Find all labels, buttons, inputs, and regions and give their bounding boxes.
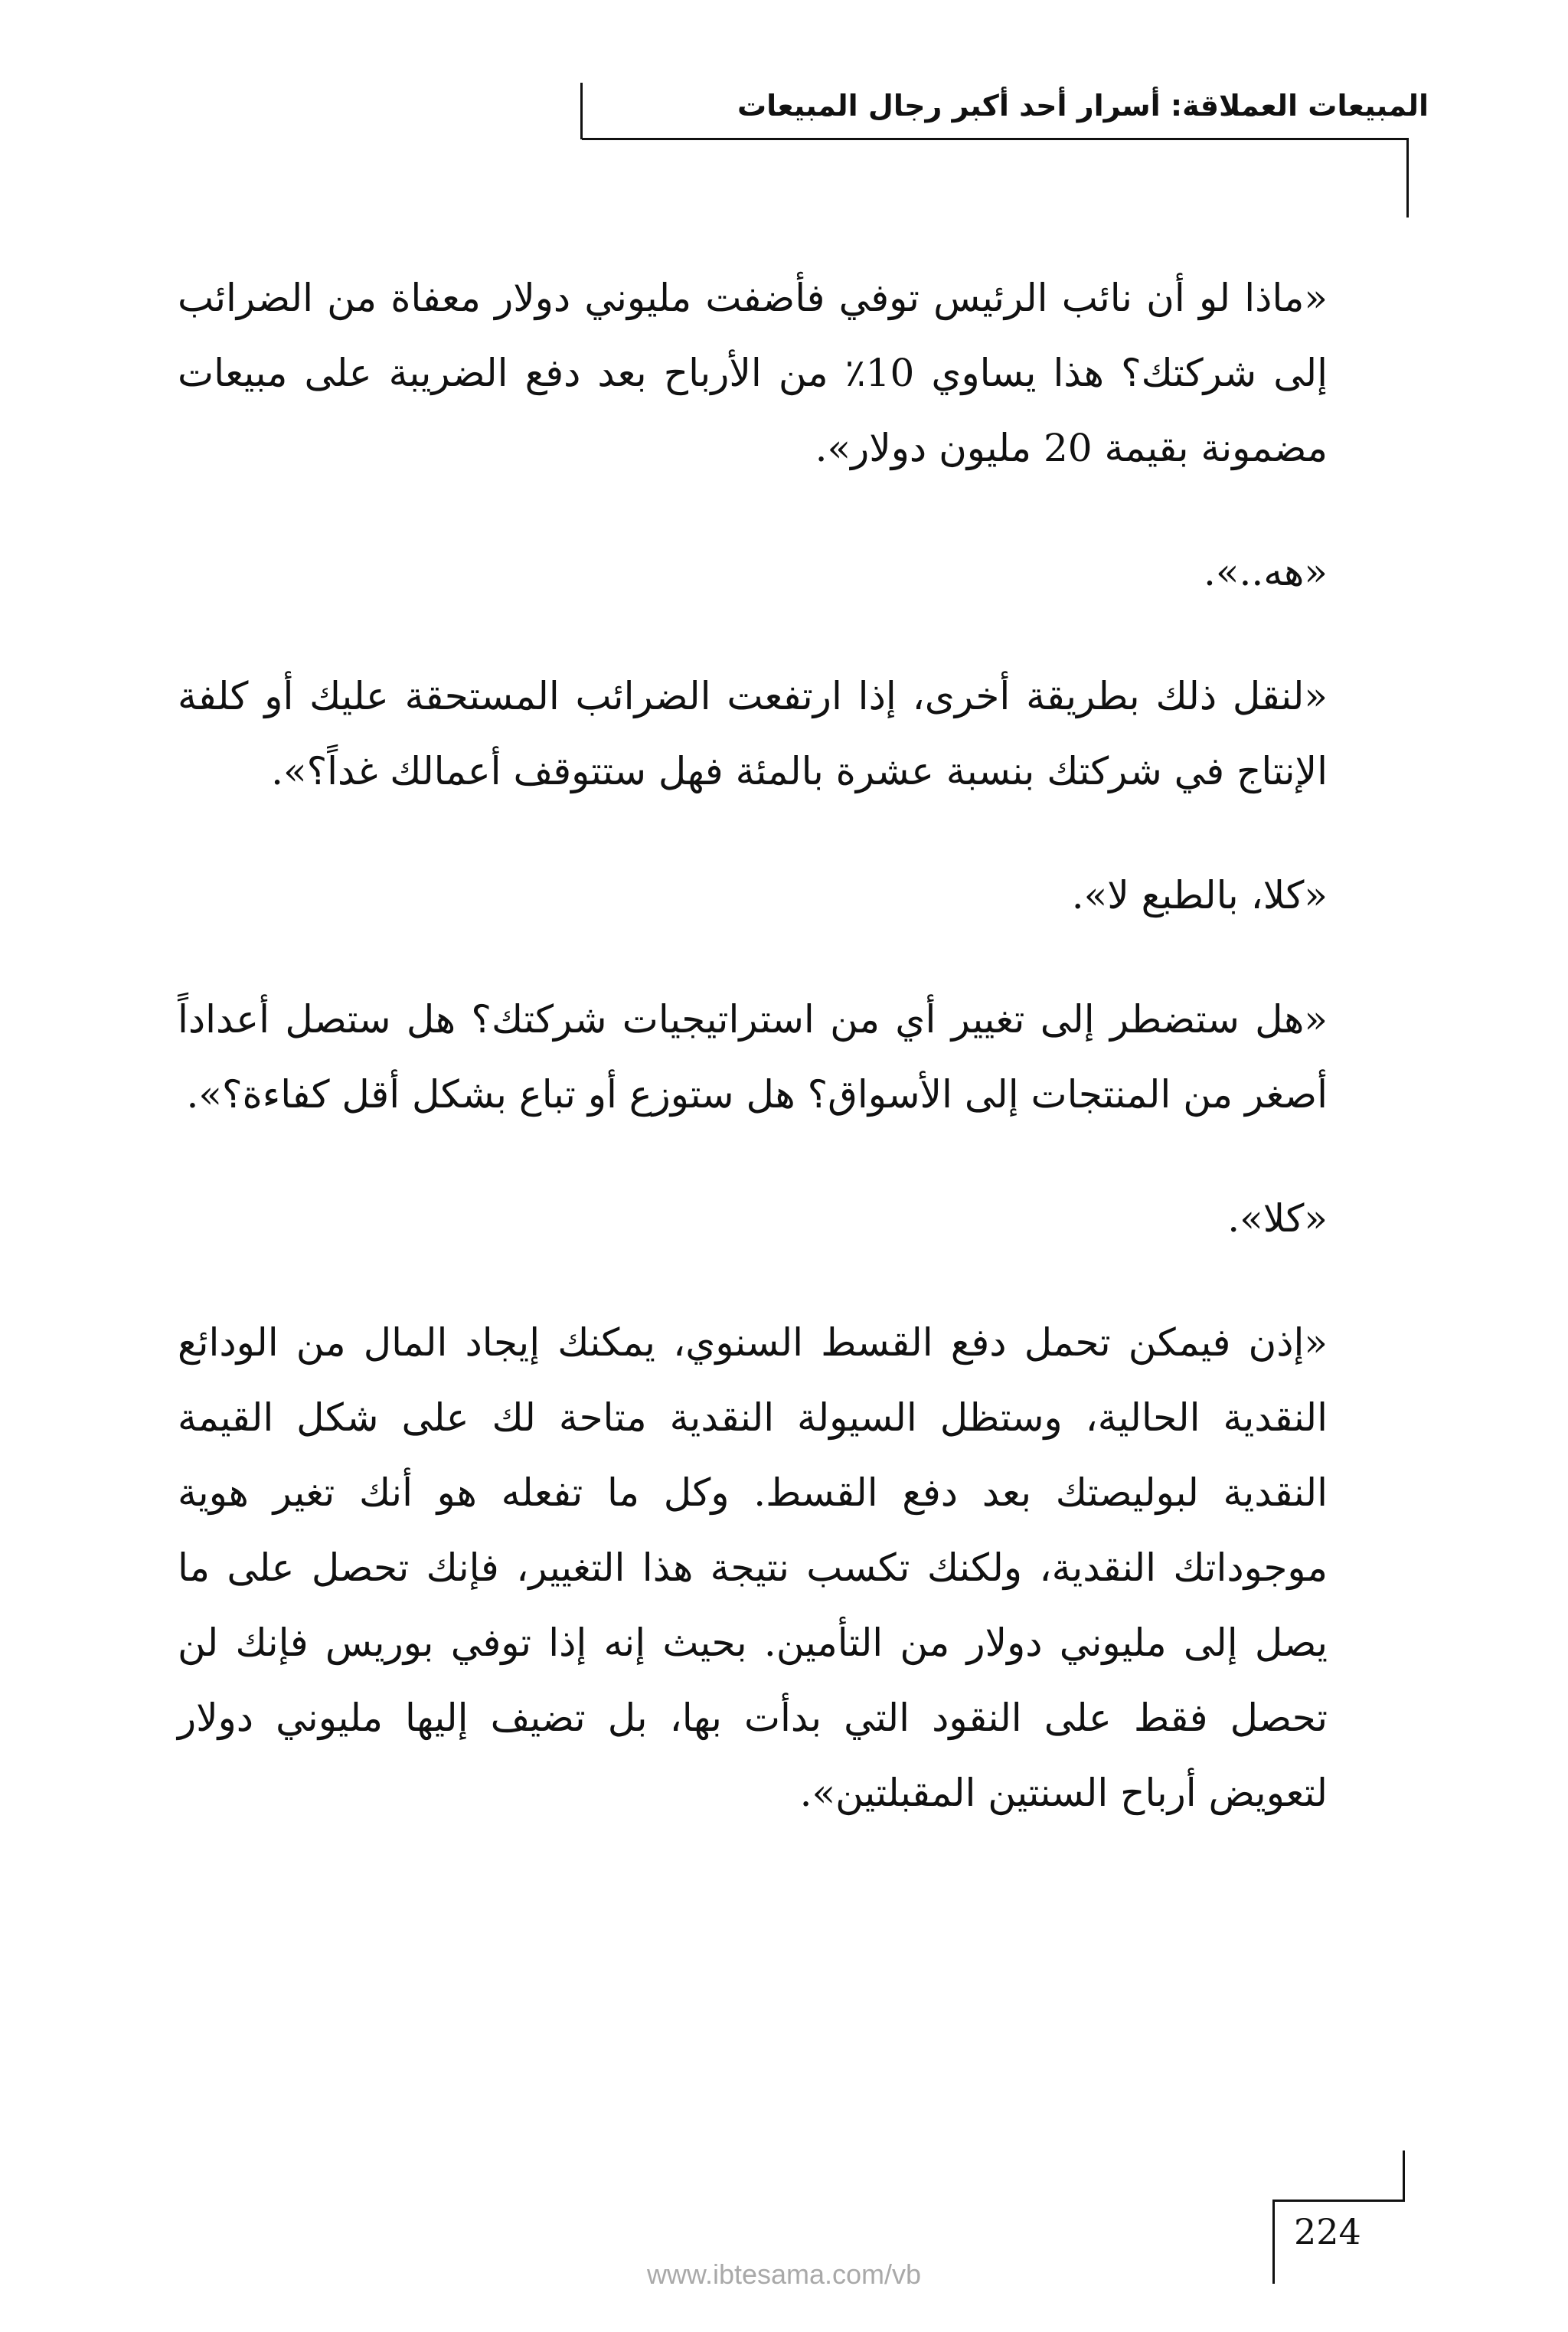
header-rule <box>582 138 1409 140</box>
running-header: المبيعات العملاقة: أسرار أحد أكبر رجال المبيعات <box>737 89 1429 123</box>
watermark-link[interactable]: www.ibtesama.com/vb <box>646 2258 922 2290</box>
paragraph-4: «كلا، بالطبع لا». <box>1071 873 1328 917</box>
paragraph-2: «هه..». <box>1203 550 1328 594</box>
page-number: 224 <box>1294 2211 1361 2252</box>
header-rule-left-tick <box>580 83 583 139</box>
paragraph-5: «هل ستضطر إلى تغيير أي من استراتيجيات شركتك؟ هل ستصل أعداداً أصغر من المنتجات إلى الأسواق؟ هل ستوزع أو تباع بشكل أقل كفاءة؟». <box>178 997 1328 1117</box>
body-text <box>178 260 1328 1879</box>
paragraph-6: «كلا». <box>1227 1196 1328 1241</box>
paragraph-7: «إذن فيمكن تحمل دفع القسط السنوي، يمكنك إيجاد المال من الودائع النقدية الحالية، وستظل السيولة النقدية متاحة لك على شكل القيمة النقدية لبوليصتك بعد دفع القسط. وكل ما تفعله هو أنك تغير هوية موجوداتك النقدية، ولكنك تكسب نتيجة هذا التغيير، فإنك تحصل على ما يصل إلى مليوني دولار من التأمين. بحيث إنه إذا توفي بوريس فإنك لن تحصل فقط على النقود التي بدأت بها، بل تضيف إليها مليوني دولار لتعويض أرباح السنتين المقبلتين». <box>178 1320 1328 1815</box>
paragraph-3: «لنقل ذلك بطريقة أخرى، إذا ارتفعت الضرائب المستحقة عليك أو كلفة الإنتاج في شركتك بنسبة عشرة بالمئة فهل ستتوقف أعمالك غداً؟». <box>178 674 1328 793</box>
paragraph-1: «ماذا لو أن نائب الرئيس توفي فأضفت مليوني دولار معفاة من الضرائب إلى شركتك؟ هذا يساوي 10٪ من الأرباح بعد دفع الضريبة على مبيعات مضمونة بقيمة 20 مليون دولار». <box>178 276 1328 470</box>
footer-rule-top-drop <box>1403 2150 1405 2201</box>
header-rule-right-drop <box>1406 138 1409 218</box>
footer-rule <box>1272 2200 1405 2202</box>
